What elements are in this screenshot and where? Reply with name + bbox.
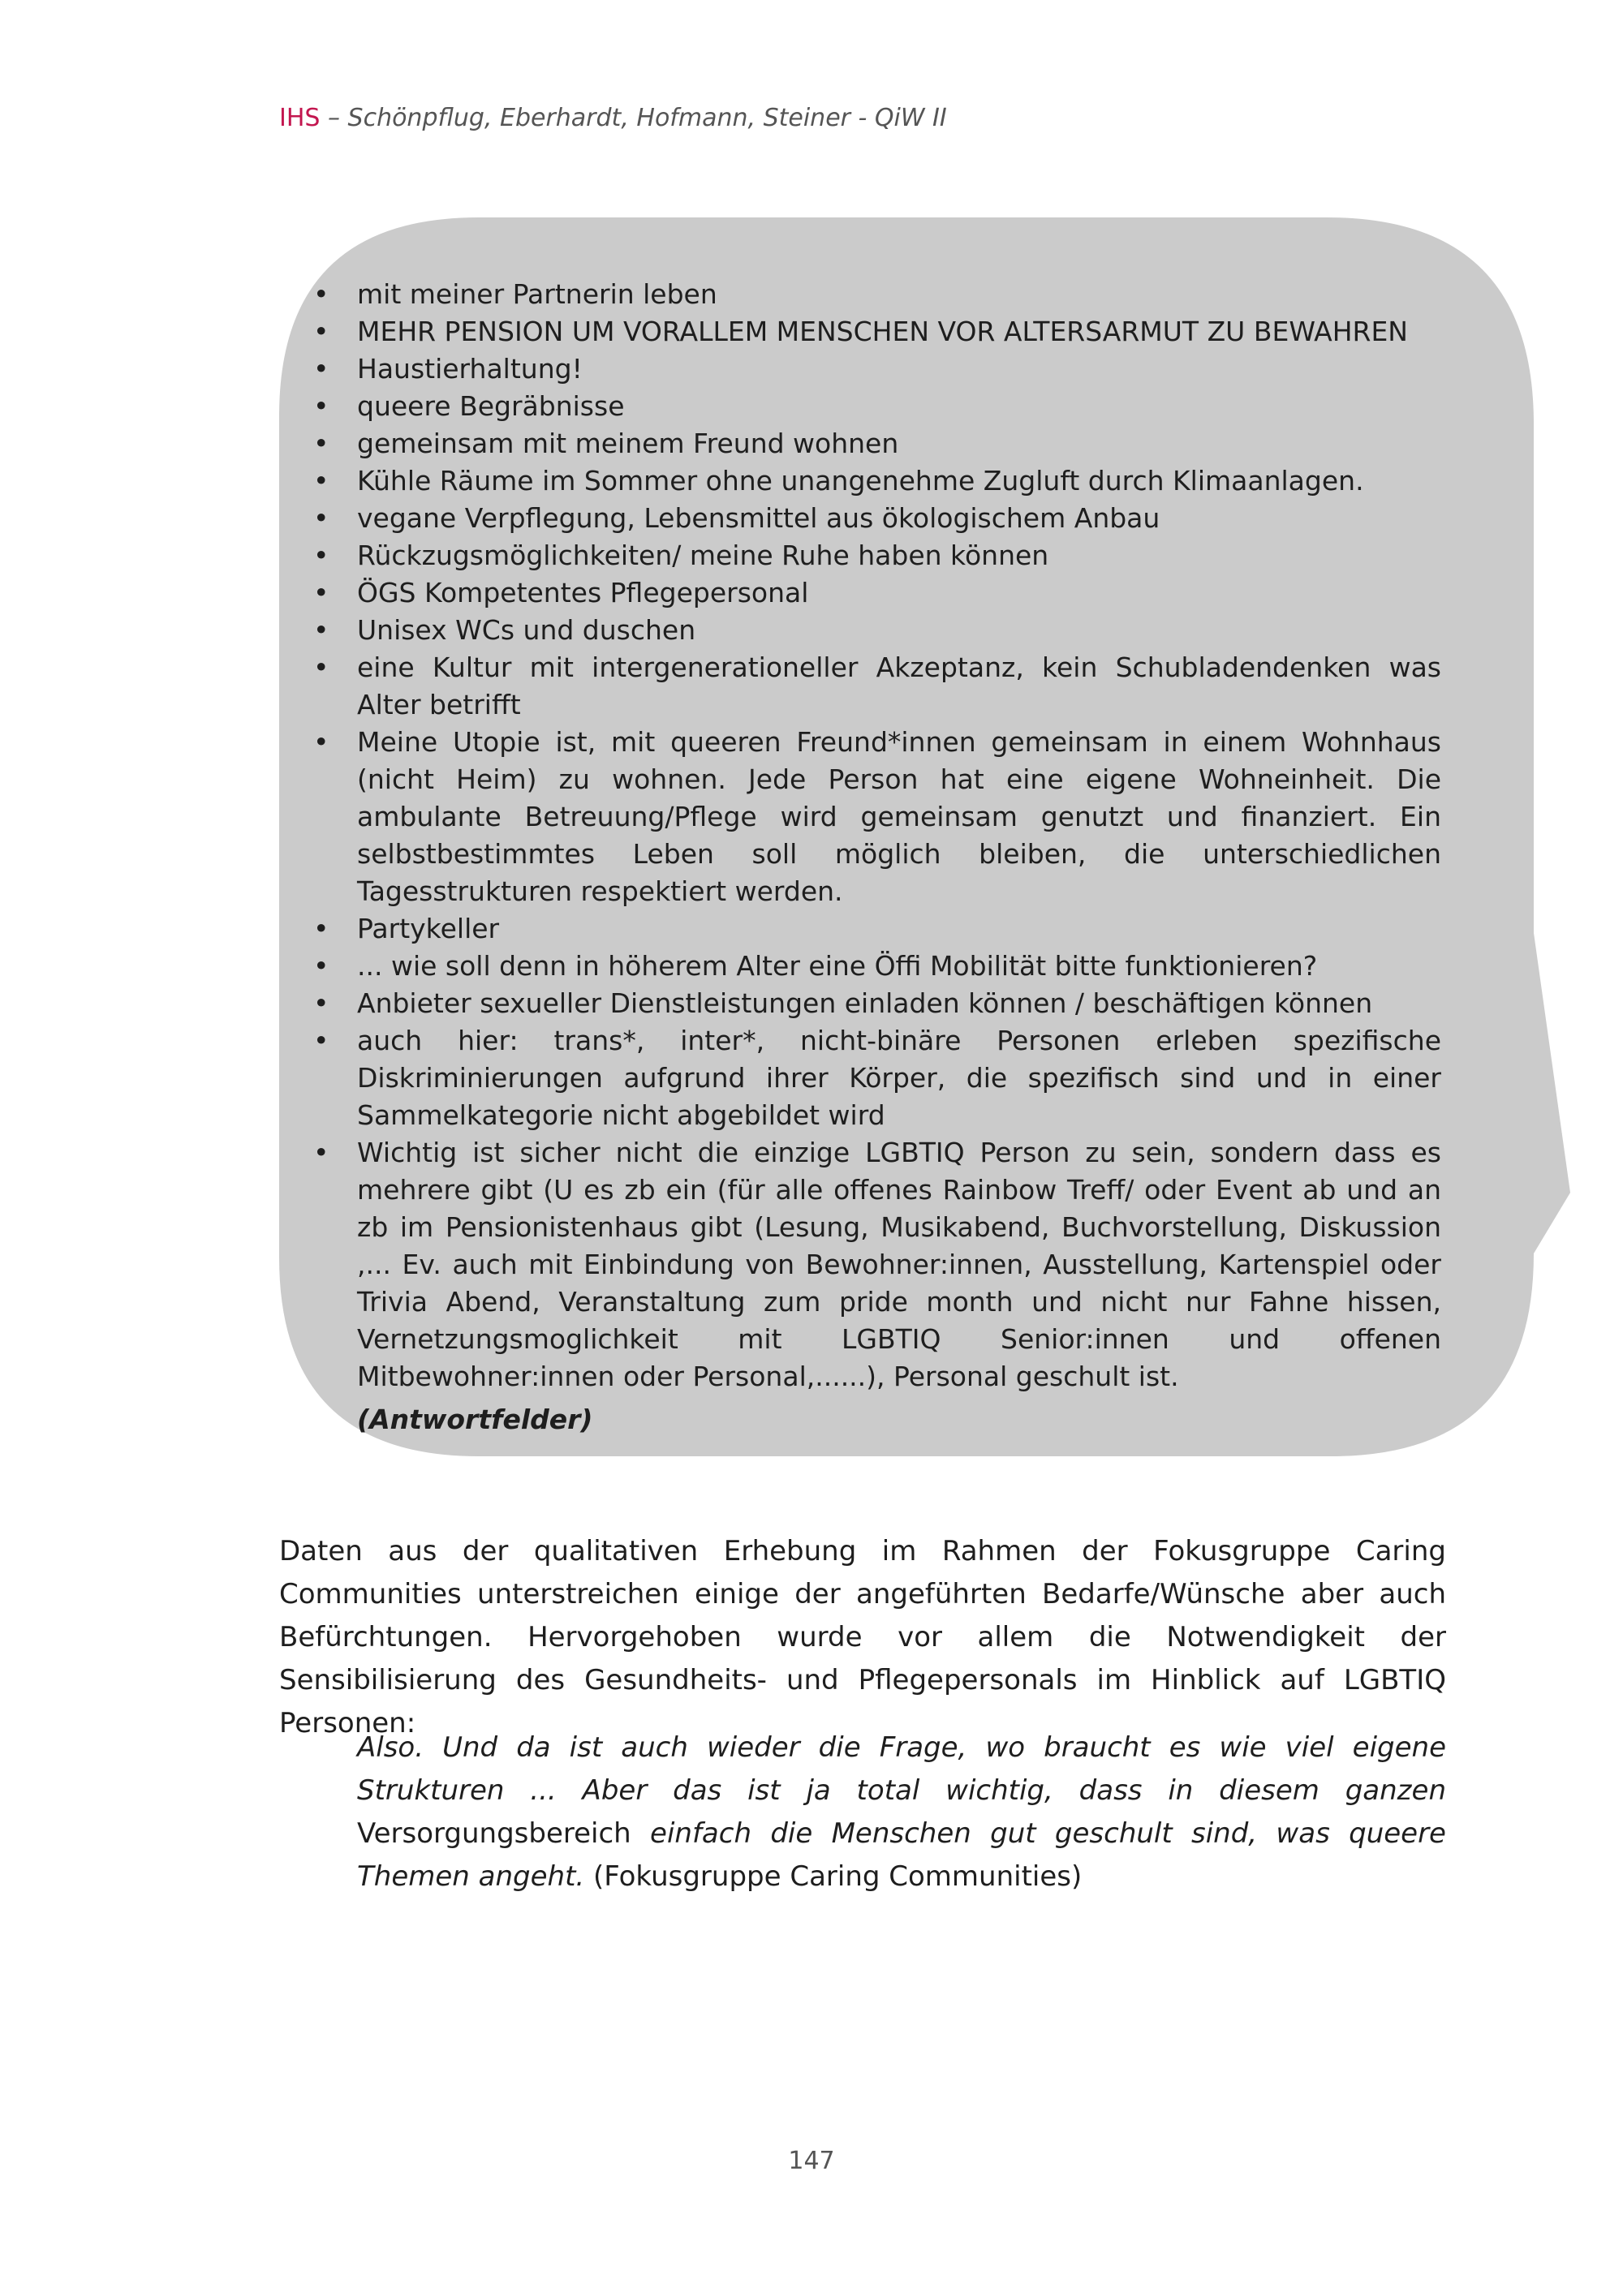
quote-text-2: Versorgungsbereich	[357, 1817, 651, 1850]
list-item: • Haustierhaltung!	[357, 350, 1441, 388]
list-item: • gemeinsam mit meinem Freund wohnen	[357, 425, 1441, 462]
bubble-caption: (Antwortfelder)	[357, 1404, 593, 1435]
quote-source: (Fokusgruppe Caring Communities)	[584, 1860, 1083, 1893]
list-item: • ... wie soll denn in höherem Alter eine Öffi Mobilität bitte funktionieren?	[357, 948, 1441, 985]
list-item: • Anbieter sexueller Dienstleistungen einladen können / beschäftigen können	[357, 985, 1441, 1022]
list-item: • MEHR PENSION UM VORALLEM MENSCHEN VOR ALTERSARMUT ZU BEWAHREN	[357, 313, 1441, 350]
quote-text-1: Also. Und da ist auch wieder die Frage, wo braucht es wie viel eigene Strukturen ... Aber das ist ja total wichtig, dass in diesem ganzen	[357, 1731, 1446, 1807]
header-org: IHS	[279, 104, 321, 132]
list-item: • mit meiner Partnerin leben	[357, 276, 1441, 313]
quote-text-3: einfach die Menschen gut geschult sind, was queere Themen angeht.	[357, 1817, 1446, 1893]
page-number: 147	[788, 2147, 835, 2175]
list-item: • queere Begräbnisse	[357, 388, 1441, 425]
list-item: • Unisex WCs und duschen	[357, 612, 1441, 649]
list-item: • Meine Utopie ist, mit queeren Freund*innen gemeinsam in einem Wohnhaus (nicht Heim) zu wohnen. Jede Person hat eine eigene Wohneinheit. Die ambulante Betreuung/Pflege wird gemeinsam genutzt und finanziert. Ein selbstbestimmtes Leben soll möglich bleiben, die unterschiedlichen Tagesstrukturen respektiert werden.	[357, 724, 1441, 910]
list-item: • auch hier: trans*, inter*, nicht-binäre Personen erleben spezifische Diskriminierungen aufgrund ihrer Körper, die spezifisch sind und in einer Sammelkategorie nicht abgebildet wird	[357, 1022, 1441, 1134]
list-item: • vegane Verpflegung, Lebensmittel aus ökologischem Anbau	[357, 500, 1441, 537]
list-item: • Wichtig ist sicher nicht die einzige LGBTIQ Person zu sein, sondern dass es mehrere gibt (U es zb ein (für alle offenes Rainbow Treff/ oder Event ab und an zb im Pensionistenhaus gibt (Lesung, Musikabend, Buchvorstellung, Diskussion ,... Ev. auch mit Einbindung von Bewohner:innen, Ausstellung, Kartenspiel oder Trivia Abend, Veranstaltung zum pride month und nicht nur Fahne hissen, Vernetzungsmoglichkeit mit LGBTIQ Senior:innen und offenen Mitbewohner:innen oder Personal,......), Personal geschult ist.	[357, 1134, 1441, 1395]
body-paragraph: Daten aus der qualitativen Erhebung im Rahmen der Fokusgruppe Caring Communities unterstreichen einige der angeführten Bedarfe/Wünsche aber auch Befürchtungen. Hervorgehoben wurde vor allem die Notwendigkeit der Sensibilisierung des Gesundheits- und Pflegepersonals im Hinblick auf LGBTIQ Personen:	[279, 1535, 1446, 1739]
block-quote	[357, 1726, 1446, 1898]
list-item: • ÖGS Kompetentes Pflegepersonal	[357, 574, 1441, 612]
list-item: • Partykeller	[357, 910, 1441, 948]
list-item: • eine Kultur mit intergenerationeller Akzeptanz, kein Schubladendenken was Alter betrifft	[357, 649, 1441, 724]
header-authors: – Schönpflug, Eberhardt, Hofmann, Steiner - QiW II	[320, 104, 947, 132]
list-item: • Kühle Räume im Sommer ohne unangenehme Zugluft durch Klimaanlagen.	[357, 462, 1441, 500]
list-item: • Rückzugsmöglichkeiten/ meine Ruhe haben können	[357, 537, 1441, 574]
